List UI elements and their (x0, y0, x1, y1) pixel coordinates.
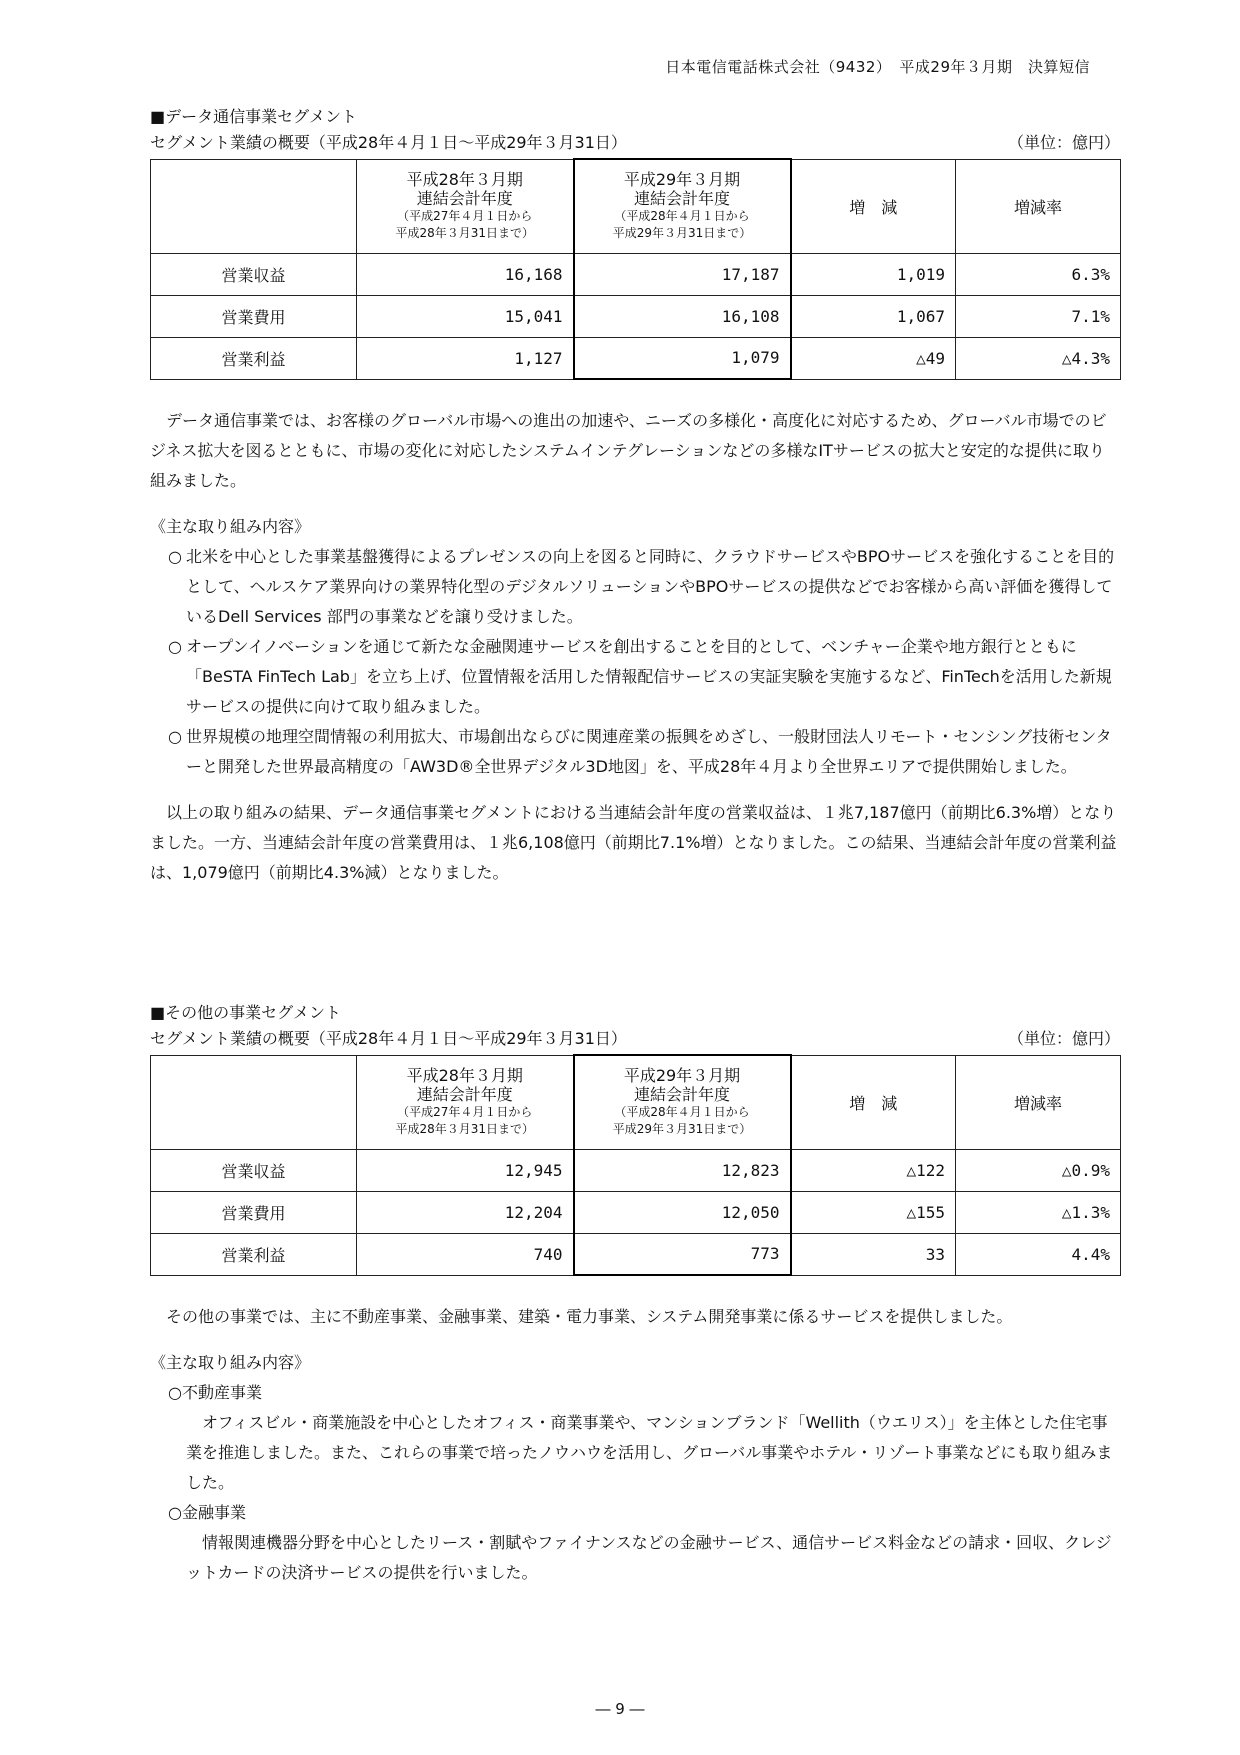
item-heading: ○不動産事業 (168, 1383, 262, 1402)
segment-table (150, 1054, 1121, 1276)
table-row (151, 1233, 1121, 1275)
rate-value: 4.4% (956, 1233, 1121, 1275)
current-value: 17,187 (574, 253, 791, 295)
change-value: △122 (791, 1149, 956, 1191)
rate-value: △4.3% (956, 337, 1121, 379)
item-text: 情報関連機器分野を中心としたリース・割賦やファイナンスなどの金融サービス、通信サービス料金などの請求・回収、クレジットカードの決済サービスの提供を行いました。 (186, 1533, 1112, 1582)
circle-bullet-icon: ○ (168, 637, 182, 656)
unit-label: （単位：億円） (1007, 133, 1120, 152)
table-row (151, 1149, 1121, 1191)
unit-label: （単位：億円） (1007, 1029, 1120, 1048)
change-value: 1,067 (791, 295, 956, 337)
header-blank-cell (151, 1055, 357, 1149)
rate-value: 6.3% (956, 253, 1121, 295)
table-subtitle: セグメント業績の概要（平成28年４月１日～平成29年３月31日） (150, 133, 627, 152)
header-rate: 増減率 (956, 1055, 1121, 1149)
change-value: 33 (791, 1233, 956, 1275)
initiatives-heading: 《主な取り組み内容》 (150, 517, 311, 536)
section-title: ■データ通信事業セグメント (150, 107, 357, 126)
header-rate: 増減率 (956, 159, 1121, 253)
prev-value: 740 (357, 1233, 574, 1275)
page-header: 日本電信電話株式会社（9432） 平成29年３月期 決算短信 (665, 58, 1090, 76)
header-current-year: 平成29年３月期 連結会計年度 （平成28年４月１日から 平成29年３月31日まで） (574, 1055, 791, 1149)
data-segment (150, 104, 1120, 888)
row-label: 営業費用 (151, 295, 357, 337)
row-label: 営業収益 (151, 1149, 357, 1191)
segment-table (150, 158, 1121, 380)
change-value: 1,019 (791, 253, 956, 295)
prev-value: 15,041 (357, 295, 574, 337)
prev-value: 1,127 (357, 337, 574, 379)
row-label: 営業利益 (151, 337, 357, 379)
bullet-item: ○ 世界規模の地理空間情報の利用拡大、市場創出ならびに関連産業の振興をめざし、一般財団法人リモート・センシング技術センターと開発した世界最高精度の「AW3D®全世界デジタル3D地図」を、平成28年４月より全世界エリアで提供開始しました。 (150, 722, 1120, 782)
rate-value: 7.1% (956, 295, 1121, 337)
initiatives-heading: 《主な取り組み内容》 (150, 1353, 311, 1372)
prev-value: 12,204 (357, 1191, 574, 1233)
bullet-item: ○ 北米を中心とした事業基盤獲得によるプレゼンスの向上を図ると同時に、クラウドサービスやBPOサービスを強化することを目的として、ヘルスケア業界向けの業界特化型のデジタルソリューションやBPOサービスの提供などでお客様から高い評価を獲得しているDell Services 部門の事業などを譲り受けました。 (150, 542, 1120, 632)
row-label: 営業費用 (151, 1191, 357, 1233)
header-prev-year: 平成28年３月期 連結会計年度 （平成27年４月１日から 平成28年３月31日まで） (357, 159, 574, 253)
change-value: △155 (791, 1191, 956, 1233)
header-change: 増 減 (791, 159, 956, 253)
prev-value: 12,945 (357, 1149, 574, 1191)
table-row (151, 295, 1121, 337)
result-paragraph: 以上の取り組みの結果、データ通信事業セグメントにおける当連結会計年度の営業収益は、１兆7,187億円（前期比6.3%増）となりました。一方、当連結会計年度の営業費用は、１兆6,108億円（前期比7.1%増）となりました。この結果、当連結会計年度の営業利益は、1,079億円（前期比4.3%減）となりました。 (150, 803, 1117, 882)
table-row (151, 1191, 1121, 1233)
item-text: オフィスビル・商業施設を中心としたオフィス・商業事業や、マンションブランド「Wellith（ウエリス）」を主体とした住宅事業を推進しました。また、これらの事業で培ったノウハウを活用し、グローバル事業やホテル・リゾート事業などにも取り組みました。 (186, 1413, 1113, 1492)
header-change: 増 減 (791, 1055, 956, 1149)
current-value: 773 (574, 1233, 791, 1275)
row-label: 営業収益 (151, 253, 357, 295)
header-current-year: 平成29年３月期 連結会計年度 （平成28年４月１日から 平成29年３月31日まで） (574, 159, 791, 253)
page-number: ― 9 ― (595, 1700, 645, 1718)
rate-value: △1.3% (956, 1191, 1121, 1233)
current-value: 1,079 (574, 337, 791, 379)
change-value: △49 (791, 337, 956, 379)
intro-paragraph: その他の事業では、主に不動産事業、金融事業、建築・電力事業、システム開発事業に係るサービスを提供しました。 (166, 1307, 1013, 1326)
circle-bullet-icon: ○ (168, 727, 182, 746)
table-subtitle: セグメント業績の概要（平成28年４月１日～平成29年３月31日） (150, 1029, 627, 1048)
current-value: 12,050 (574, 1191, 791, 1233)
table-row (151, 253, 1121, 295)
table-header-row (151, 1055, 1121, 1149)
item-heading: ○金融事業 (168, 1503, 246, 1522)
intro-paragraph: データ通信事業では、お客様のグローバル市場への進出の加速や、ニーズの多様化・高度化に対応するため、グローバル市場でのビジネス拡大を図るとともに、市場の変化に対応したシステムインテグレーションなどの多様なITサービスの拡大と安定的な提供に取り組みました。 (150, 411, 1107, 490)
current-value: 16,108 (574, 295, 791, 337)
table-row (151, 337, 1121, 379)
current-value: 12,823 (574, 1149, 791, 1191)
table-header-row (151, 159, 1121, 253)
rate-value: △0.9% (956, 1149, 1121, 1191)
header-blank-cell (151, 159, 357, 253)
other-segment (150, 1000, 1120, 1588)
bullet-item: ○ オープンイノベーションを通じて新たな金融関連サービスを創出することを目的として、ベンチャー企業や地方銀行とともに「BeSTA FinTech Lab」を立ち上げ、位置情報を活用した情報配信サービスの実証実験を実施するなど、FinTechを活用した新規サービスの提供に向けて取り組みました。 (150, 632, 1120, 722)
prev-value: 16,168 (357, 253, 574, 295)
circle-bullet-icon: ○ (168, 547, 182, 566)
section-title: ■その他の事業セグメント (150, 1003, 341, 1022)
row-label: 営業利益 (151, 1233, 357, 1275)
header-prev-year: 平成28年３月期 連結会計年度 （平成27年４月１日から 平成28年３月31日まで） (357, 1055, 574, 1149)
